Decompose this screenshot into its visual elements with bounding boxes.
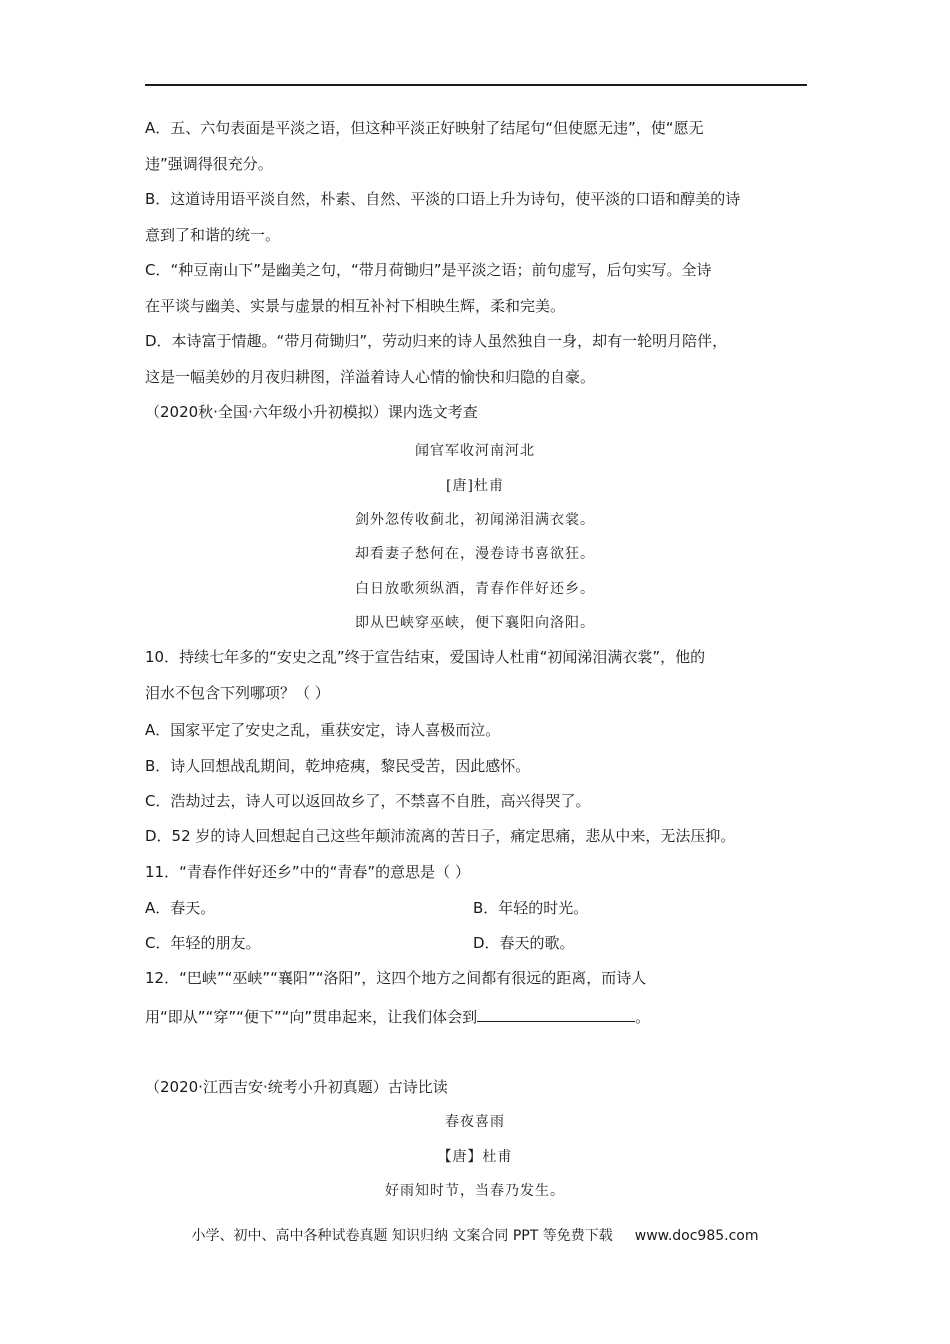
poem-2-author: 【唐】杜甫 (437, 1149, 513, 1165)
poem-2-title: 春夜喜雨 (445, 1114, 505, 1130)
section-2-source: （2020·江西吉安·统考小升初真题）古诗比读 (145, 1078, 448, 1096)
poem-line: 剑外忽传收蓟北，初闻涕泪满衣裳。 (355, 512, 595, 528)
option-d-line-1: D．本诗富于情趣。“带月荷锄归”，劳动归来的诗人虽然独自一身，却有一轮明月陪伴， (145, 332, 728, 350)
question-10-option-a: A．国家平定了安史之乱，重获安定，诗人喜极而泣。 (145, 721, 501, 739)
poem-line: 却看妻子愁何在，漫卷诗书喜欲狂。 (355, 546, 595, 562)
poem-author: [唐]杜甫 (446, 478, 504, 494)
question-11-option-b: B．年轻的时光。 (473, 899, 589, 917)
option-c-line-1: C．“种豆南山下”是幽美之句，“带月荷锄归”是平淡之语；前句虚写，后句实写。全诗 (145, 261, 712, 279)
question-12-stem-end: 。 (635, 1008, 651, 1026)
section-source: （2020秋·全国·六年级小升初模拟）课内选文考查 (145, 403, 478, 421)
option-a-line-1: A．五、六句表面是平淡之语，但这种平淡正好映射了结尾句“但使愿无违”，使“愿无 (145, 119, 704, 137)
option-b-line-2: 意到了和谐的统一。 (145, 226, 281, 244)
header-rule (145, 84, 807, 86)
page-footer (0, 1226, 950, 1246)
question-10-option-d: D．52 岁的诗人回想起自己这些年颠沛流离的苦日子，痛定思痛，悲从中来，无法压抑。 (145, 827, 736, 845)
option-a-line-2: 违”强调得很充分。 (145, 155, 273, 173)
poem-line: 白日放歌须纵酒，青春作伴好还乡。 (355, 581, 595, 597)
question-12-stem-1: 12．“巴峡”“巫峡”“襄阳”“洛阳”，这四个地方之间都有很远的距离，而诗人 (145, 969, 647, 987)
question-11-option-a: A．春天。 (145, 899, 216, 917)
answer-blank[interactable] (477, 1006, 635, 1022)
question-10-stem-1: 10．持续七年多的“安史之乱”终于宣告结束，爱国诗人杜甫“初闻涕泪满衣裳”，他的 (145, 648, 706, 666)
question-12-stem-text: 用“即从”“穿”“便下”“向”贯串起来，让我们体会到 (145, 1008, 478, 1026)
question-11-stem: 11．“青春作伴好还乡”中的“青春”的意思是（ ） (145, 863, 470, 881)
footer-url[interactable]: www.doc985.com (634, 1228, 759, 1244)
poem-title: 闻官军收河南河北 (415, 443, 535, 459)
footer-text: 小学、初中、高中各种试卷真题 知识归纳 文案合同 PPT 等免费下载 (191, 1228, 613, 1244)
poem-line: 即从巴峡穿巫峡，便下襄阳向洛阳。 (355, 615, 595, 631)
option-d-line-2: 这是一幅美妙的月夜归耕图，洋溢着诗人心情的愉快和归隐的自豪。 (145, 368, 596, 386)
question-10-option-b: B．诗人回想战乱期间，乾坤疮痍，黎民受苦，因此感怀。 (145, 757, 531, 775)
option-c-line-2: 在平谈与幽美、实景与虚景的相互补衬下相映生辉，柔和完美。 (145, 297, 566, 315)
question-10-option-c: C．浩劫过去，诗人可以返回故乡了，不禁喜不自胜，高兴得哭了。 (145, 792, 591, 810)
question-10-stem-2: 泪水不包含下列哪项？（ ） (145, 684, 330, 702)
question-11-option-d: D．春天的歌。 (473, 934, 575, 952)
question-12-stem-2 (145, 1006, 650, 1027)
poem-2-line: 好雨知时节，当春乃发生。 (385, 1183, 565, 1199)
option-b-line-1: B．这道诗用语平淡自然，朴素、自然、平淡的口语上升为诗句，使平淡的口语和醇美的诗 (145, 190, 741, 208)
question-11-option-c: C．年轻的朋友。 (145, 934, 261, 952)
